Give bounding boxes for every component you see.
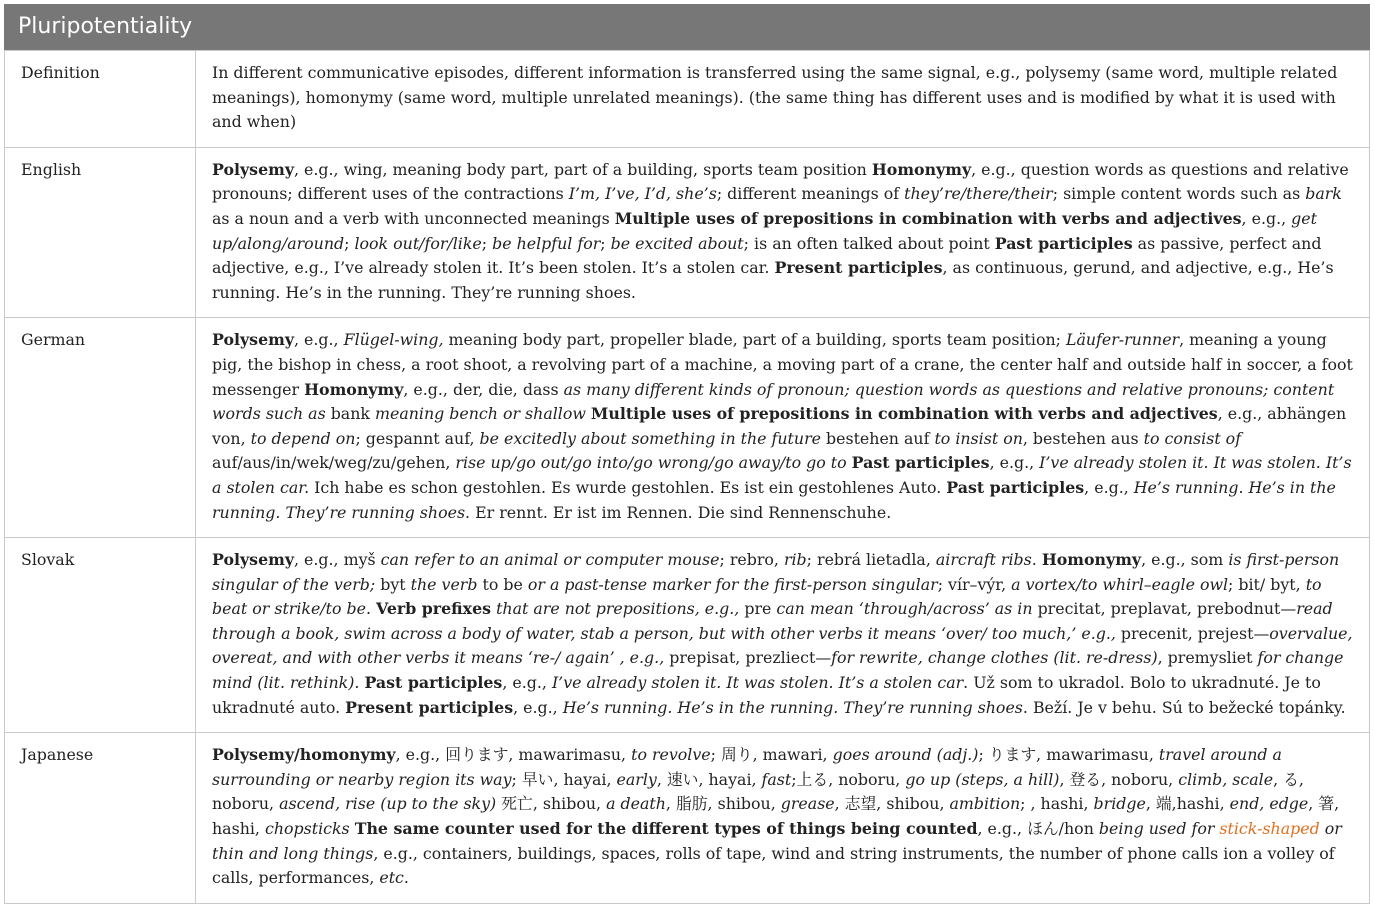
bold-term: Present participles [345, 697, 514, 717]
bold-term: Polysemy [212, 330, 295, 350]
text-run: ; rebrá lietadla, [806, 550, 936, 570]
italic-text: for rewrite, change clothes (lit. re-dress) [831, 648, 1158, 668]
table-row-japanese [5, 733, 1370, 904]
bold-term: Polysemy/homonymy [212, 745, 396, 765]
italic-text: He’s running. He’s in the running. They’re running shoes [562, 697, 1023, 717]
text-run: , e.g., som [1141, 550, 1229, 570]
italic-text: look out/for/like [354, 233, 482, 253]
text-run: , e.g., [513, 697, 563, 717]
bold-term: Homonymy [1041, 550, 1142, 570]
text-run: ; 早い, hayai, [511, 769, 617, 789]
italic-text: ascend, rise (up to the sky) [279, 794, 497, 814]
row-content [196, 51, 1370, 148]
text-run: to be [477, 574, 528, 594]
text-run: . Beží. Je v behu. Sú to bežecké topánky. [1022, 697, 1346, 717]
text-run: , e.g., [1084, 477, 1134, 497]
text-run: , 速い, hayai, [656, 769, 762, 789]
italic-text: overvalue, overeat, and with other verbs it means ‘re-/ again’ , e.g., [212, 623, 1353, 668]
row-content [196, 538, 1370, 733]
bold-term: The same counter used for the different types of things being counted [354, 819, 978, 839]
table-body [5, 51, 1370, 904]
italic-text: Flügel-wing, [343, 330, 444, 350]
italic-text: for change mind (lit. rethink). [212, 648, 1344, 693]
text-run: ; bit/ byt, [1228, 574, 1306, 594]
italic-text: end, edge [1229, 794, 1309, 814]
table-header-title: Pluripotentiality [4, 4, 1370, 50]
text-run: , as continuous, gerund, and adjective, e.g., He’s running. He’s in the running. They’re running shoes. [212, 258, 1334, 302]
bold-term: Past participles [851, 453, 990, 473]
text-run: ; [600, 233, 611, 253]
text-run: pre [739, 599, 777, 619]
text-run: auf/aus/in/wek/weg/zu/gehen, [212, 453, 456, 473]
text-run: precitat, preplavat, prebodnut— [1032, 599, 1297, 619]
pluripotentiality-table [4, 50, 1370, 904]
bold-term: Past participles [994, 233, 1133, 253]
italic-text: travel around a surrounding or nearby region its way [212, 745, 1282, 789]
bold-term: Homonymy [304, 379, 404, 399]
table-row-definition [5, 51, 1370, 148]
bold-term: Past participles [364, 673, 503, 693]
text-run: , e.g., myš [294, 550, 381, 570]
text-run: , e.g., der, die, dass [403, 379, 564, 399]
italic-text: climb, scale [1178, 769, 1274, 789]
italic-text: or a past-tense marker for the first-person singular [527, 574, 938, 594]
bold-term: Polysemy [212, 159, 295, 179]
text-run: , e.g., [989, 453, 1040, 473]
text-run: , 志望, shibou, [834, 794, 950, 814]
text-run: ; gespannt auf, [355, 428, 480, 448]
text-run: , e.g., [1241, 208, 1292, 228]
row-label: Slovak [5, 538, 196, 733]
italic-text: meaning bench or shallow [375, 404, 586, 424]
italic-text: bark [1305, 184, 1342, 204]
bold-term: Past participles [946, 477, 1085, 497]
row-label: Japanese [5, 733, 196, 904]
bold-term: Present participles [774, 258, 943, 278]
bold-term: Homonymy [871, 159, 972, 179]
row-label: German [5, 318, 196, 538]
text-run: , e.g., wing, meaning body part, part of a building, sports team position [294, 159, 872, 179]
italic-text: chopsticks [264, 819, 350, 839]
italic-text: a vortex/to whirl–eagle owl [1011, 574, 1229, 594]
highlighted-term: stick-shaped [1219, 819, 1320, 839]
text-run: , e.g., ほん/hon [977, 819, 1099, 839]
text-run: , e.g., question words as questions and relative pronouns; different uses of the contractions [212, 159, 1349, 204]
table-row-german [5, 318, 1370, 538]
text-run: . Už som to ukradol. Bolo to ukradnuté. Je to ukradnuté auto. [212, 673, 1321, 717]
text-run: , bestehen aus [1022, 428, 1144, 448]
pluripotentiality-table-container [4, 4, 1370, 904]
italic-text: I’ve already stolen it. It was stolen. It’s a stolen car. [212, 453, 1352, 497]
text-run: meaning body part, propeller blade, part of a building, sports team position; [443, 330, 1066, 350]
italic-text: grease [780, 794, 835, 814]
italic-text: the verb [410, 574, 478, 594]
bold-term: Multiple uses of prepositions in combination with verbs and adjectives [614, 208, 1242, 228]
italic-text: fast [761, 769, 792, 789]
italic-text: aircraft ribs. [935, 550, 1037, 570]
text-run: as a noun and a verb with unconnected meanings [212, 208, 615, 228]
italic-text: to depend on [250, 428, 356, 448]
italic-text: that are not prepositions, e.g., [496, 599, 740, 619]
italic-text: rib [783, 550, 807, 570]
text-run: , e.g., containers, buildings, spaces, rolls of tape, wind and string instruments, the number of phone calls ion a volley of calls, performances, [212, 843, 1335, 888]
row-content [196, 147, 1370, 318]
italic-text: or thin and long things [212, 819, 1342, 863]
row-label: English [5, 147, 196, 318]
italic-text: ambition [949, 794, 1021, 814]
text-run: , premysliet [1157, 648, 1258, 668]
text-run: ; different meanings of [716, 184, 905, 204]
text-run: byt [375, 574, 411, 594]
text-run: ; simple content words such as [1052, 184, 1306, 204]
italic-text: read through a book, swim across a body of water, stab a person, but with other verbs it means ‘over/ too much,’ e.g., [212, 599, 1333, 643]
italic-text: to beat or strike/to be. [212, 574, 1322, 619]
table-row-slovak [5, 538, 1370, 733]
text-run: as passive, perfect and adjective, e.g., I’ve already stolen it. It’s been stolen. It’s a stolen car. [212, 233, 1322, 278]
text-run: , る, noboru, [212, 769, 1304, 814]
italic-text: rise up/go out/go into/go wrong/go away/to go to [455, 453, 847, 473]
row-label: Definition [5, 51, 196, 148]
italic-text: go up (steps, a hill) [905, 769, 1060, 789]
italic-text: to revolve [631, 745, 711, 765]
italic-text: as many different kinds of pronoun; question words as questions and relative pronouns; content words such as [212, 379, 1335, 424]
italic-text: bridge [1093, 794, 1146, 814]
text-run: bestehen auf [820, 428, 935, 448]
text-run: ; is an often talked about point [743, 233, 995, 253]
italic-text: be excited about [610, 233, 744, 253]
text-run: , 端,hashi, [1145, 794, 1230, 814]
text-run: , e.g., [502, 673, 552, 693]
italic-text: to consist of [1143, 428, 1242, 448]
text-run: precenit, prejest— [1115, 623, 1270, 643]
text-run: Ich habe es schon gestohlen. Es wurde gestohlen. Es ist ein gestohlenes Auto. [309, 477, 947, 497]
text-run: , 箸, hashi, [212, 794, 1340, 839]
text-run: , 脂肪, shibou, [665, 794, 781, 814]
text-run: ; vír–výr, [937, 574, 1012, 594]
italic-text: to insist on [934, 428, 1023, 448]
italic-text: they’re/there/their [904, 184, 1053, 204]
italic-text: Läufer-runner [1065, 330, 1180, 350]
row-content [196, 318, 1370, 538]
italic-text: be excitedly about something in the future [479, 428, 821, 448]
table-row-english [5, 147, 1370, 318]
text-run: ; , hashi, [1020, 794, 1094, 814]
italic-text: goes around (adj.) [832, 745, 979, 765]
italic-text: early [616, 769, 657, 789]
text-run: , e.g., abhängen von, [212, 404, 1347, 448]
bold-term: Verb prefixes [376, 599, 492, 619]
text-run: 死亡, shibou, [496, 794, 607, 814]
italic-text: can refer to an animal or computer mouse [380, 550, 720, 570]
italic-text: be helpful for [492, 233, 601, 253]
text-run: bank [325, 404, 375, 424]
text-run: ; [344, 233, 355, 253]
italic-text: etc [379, 868, 404, 888]
italic-text: He’s running. He’s in the running. They’re running shoes. [212, 477, 1336, 522]
text-run: Er rennt. Er ist im Rennen. Die sind Rennenschuhe. [470, 502, 892, 522]
italic-text: a death [606, 794, 666, 814]
text-run: ; [481, 233, 493, 253]
italic-text: I’ve already stolen it. It was stolen. It’s a stolen car [551, 673, 964, 693]
text-run: In different communicative episodes, different information is transferred using the same signal, e.g., polysemy (same word, multiple related meanings), homonymy (same word, multiple unrelated meanings). (the same thing has different uses and is modified by what it is used with and when) [212, 63, 1338, 132]
bold-term: Polysemy [212, 550, 295, 570]
bold-term: Multiple uses of prepositions in combination with verbs and adjectives [590, 404, 1218, 424]
text-run: , e.g., 回ります, mawarimasu, [395, 745, 632, 765]
text-run: ; ります, mawarimasu, [978, 745, 1159, 765]
text-run: . [403, 868, 409, 888]
italic-text: can mean ‘through/across’ as in [776, 599, 1033, 619]
italic-text: being used for [1098, 819, 1215, 839]
text-run: prepisat, prezliect— [664, 648, 832, 668]
text-run: , meaning a young pig, the bishop in chess, a root shoot, a revolving part of a machine, a moving part of a crane, the center half and outside half in soccer, a foot messenger [212, 330, 1353, 399]
text-run: , e.g., [294, 330, 344, 350]
text-run: ; rebro, [719, 550, 784, 570]
row-content [196, 733, 1370, 904]
italic-text: get up/along/around [212, 208, 1317, 253]
text-run: ;上る, noboru, [791, 769, 906, 789]
text-run: ; 周り, mawari, [710, 745, 833, 765]
italic-text: is first-person singular of the verb; [212, 550, 1340, 594]
italic-text: I’m, I’ve, I’d, she’s [568, 184, 717, 204]
text-run: , 登る, noboru, [1059, 769, 1179, 789]
